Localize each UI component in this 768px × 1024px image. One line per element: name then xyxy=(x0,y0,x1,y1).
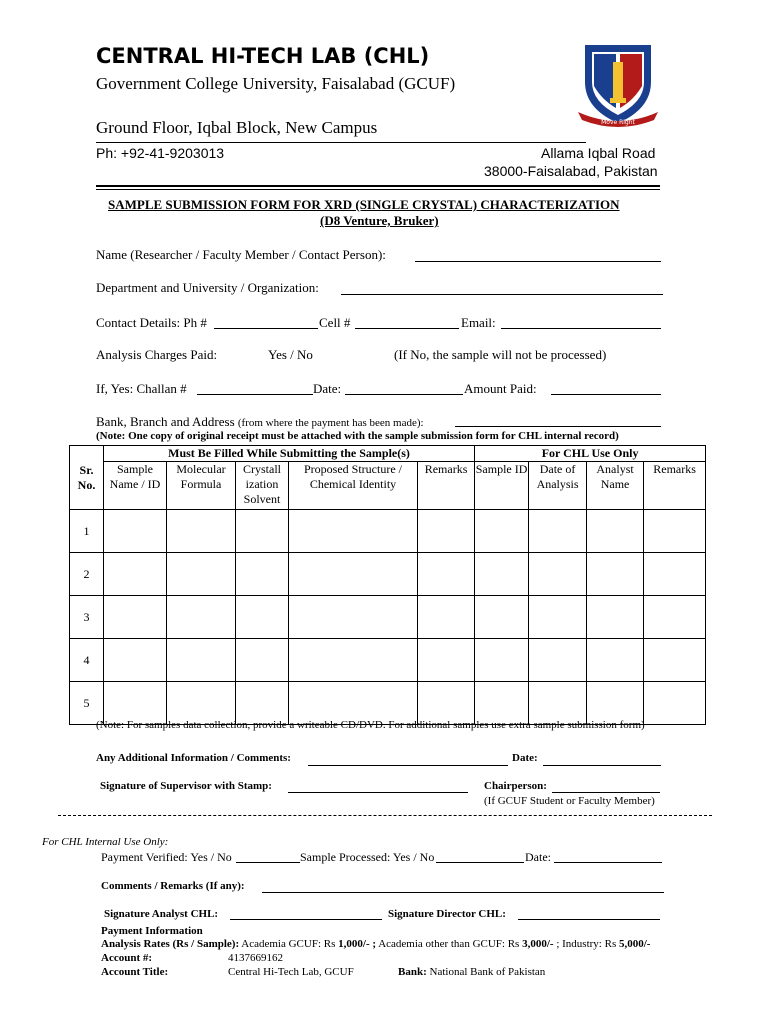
internal-date-label: Date: xyxy=(525,850,551,864)
location: Ground Floor, Iqbal Block, New Campus xyxy=(96,118,378,137)
table-cell[interactable] xyxy=(475,639,529,682)
table-cell[interactable] xyxy=(418,596,475,639)
phone: Ph: +92-41-9203013 xyxy=(96,145,225,161)
table-cell[interactable] xyxy=(529,553,587,596)
analysis-rates xyxy=(101,938,650,950)
header-double-rule-bottom xyxy=(96,189,660,190)
table-cell[interactable] xyxy=(167,639,236,682)
table-cell[interactable] xyxy=(104,639,167,682)
signature-analyst-field[interactable] xyxy=(230,919,382,920)
university-name: Government College University, Faisalabad (GCUF) xyxy=(96,74,456,93)
payment-verified-label: Payment Verified: Yes / No xyxy=(101,850,232,864)
table-cell[interactable] xyxy=(644,639,706,682)
row-number: 5 xyxy=(70,682,104,725)
signature-director-label: Signature Director CHL: xyxy=(388,908,506,920)
table-cell[interactable] xyxy=(587,553,644,596)
receipt-note: (Note: One copy of original receipt must be attached with the sample submission form for CHL internal record) xyxy=(96,430,619,442)
form-subtitle: (D8 Venture, Bruker) xyxy=(320,213,439,228)
sample-processed-label: Sample Processed: Yes / No xyxy=(300,850,435,864)
col-analyst-name: Analyst Name xyxy=(587,462,644,510)
amount-label: Amount Paid: xyxy=(464,381,537,396)
department-label: Department and University / Organization: xyxy=(96,280,319,295)
table-cell[interactable] xyxy=(529,510,587,553)
signature-analyst-label: Signature Analyst CHL: xyxy=(104,908,219,920)
internal-date-field[interactable] xyxy=(554,862,662,863)
rate-other: 3,000/- xyxy=(522,938,554,950)
table-row xyxy=(70,553,706,596)
department-field[interactable] xyxy=(341,294,663,295)
bank-info xyxy=(398,966,545,978)
contact-phone-field[interactable] xyxy=(214,328,318,329)
lab-name: CENTRAL HI-TECH LAB (CHL) xyxy=(96,44,430,68)
col-proposed-structure: Proposed Structure / Chemical Identity xyxy=(289,462,418,510)
address-line2: 38000-Faisalabad, Pakistan xyxy=(484,163,658,179)
table-cell[interactable] xyxy=(289,596,418,639)
table-cell[interactable] xyxy=(644,596,706,639)
rate-academia: 1,000/- ; xyxy=(338,938,377,950)
table-cell[interactable] xyxy=(587,596,644,639)
account-title: Central Hi-Tech Lab, GCUF xyxy=(228,966,354,978)
table-cell[interactable] xyxy=(236,553,289,596)
table-cell[interactable] xyxy=(167,510,236,553)
additional-info-field[interactable] xyxy=(308,765,508,766)
sample-table xyxy=(69,445,706,725)
table-cell[interactable] xyxy=(289,553,418,596)
table-cell[interactable] xyxy=(167,596,236,639)
supervisor-label: Signature of Supervisor with Stamp: xyxy=(100,780,272,792)
row-number: 2 xyxy=(70,553,104,596)
rate-industry-text: ; Industry: Rs xyxy=(556,938,617,950)
table-cell[interactable] xyxy=(289,510,418,553)
logo-ribbon-text: Move Right xyxy=(601,119,635,126)
address-line1: Allama Iqbal Road xyxy=(541,145,656,161)
section-divider xyxy=(58,815,712,816)
university-crest xyxy=(572,38,664,130)
signature-director-field[interactable] xyxy=(518,919,660,920)
bank-label-wrap xyxy=(96,414,424,430)
internal-use-heading: For CHL Internal Use Only: xyxy=(42,836,169,848)
name-field[interactable] xyxy=(415,261,661,262)
rates-label: Analysis Rates (Rs / Sample): xyxy=(101,938,240,950)
table-cell[interactable] xyxy=(587,639,644,682)
table-row xyxy=(70,510,706,553)
table-cell[interactable] xyxy=(475,510,529,553)
table-cell[interactable] xyxy=(644,510,706,553)
table-cell[interactable] xyxy=(475,596,529,639)
rate-other-text: Academia other than GCUF: Rs xyxy=(378,938,520,950)
table-cell[interactable] xyxy=(644,553,706,596)
email-field[interactable] xyxy=(501,328,661,329)
table-cell[interactable] xyxy=(236,596,289,639)
additional-info-label: Any Additional Information / Comments: xyxy=(96,752,291,764)
table-cell[interactable] xyxy=(418,639,475,682)
col-sr-no: Sr. No. xyxy=(70,446,104,510)
additional-date-field[interactable] xyxy=(543,765,661,766)
rate-industry: 5,000/- xyxy=(618,938,651,950)
col-remarks-chl: Remarks xyxy=(644,462,706,510)
charges-label: Analysis Charges Paid: xyxy=(96,347,218,362)
table-row xyxy=(70,596,706,639)
col-sample-id: Sample ID xyxy=(475,462,529,510)
samples-note: (Note: For samples data collection, provide a writeable CD/DVD. For additional samples use extra sample submission form) xyxy=(96,719,645,731)
header-rule xyxy=(96,142,586,143)
table-cell[interactable] xyxy=(104,510,167,553)
group-header-chl: For CHL Use Only xyxy=(475,446,706,462)
challan-date-field[interactable] xyxy=(345,394,463,395)
bank-hint: (from where the payment has been made): xyxy=(237,417,424,429)
table-cell[interactable] xyxy=(104,553,167,596)
challan-date-label: Date: xyxy=(313,381,342,396)
account-no: 4137669162 xyxy=(228,952,283,964)
bank-name: National Bank of Pakistan xyxy=(429,966,546,978)
payment-info-heading: Payment Information xyxy=(101,925,203,937)
account-no-label: Account #: xyxy=(101,952,153,964)
col-sample-name: Sample Name / ID xyxy=(104,462,167,510)
table-cell[interactable] xyxy=(644,682,706,725)
bank-label: Bank, Branch and Address xyxy=(96,414,235,429)
payment-verified-field[interactable] xyxy=(236,862,300,863)
header-double-rule-top xyxy=(96,185,660,187)
email-label: Email: xyxy=(461,315,496,330)
cell-label: Cell # xyxy=(319,315,351,330)
name-label: Name (Researcher / Faculty Member / Contact Person): xyxy=(96,247,386,262)
chairperson-label: Chairperson: xyxy=(484,780,547,792)
table-cell[interactable] xyxy=(289,639,418,682)
comments-label: Comments / Remarks (If any): xyxy=(101,880,245,892)
table-cell[interactable] xyxy=(167,553,236,596)
amount-field[interactable] xyxy=(551,394,661,395)
col-molecular-formula: Molecular Formula xyxy=(167,462,236,510)
table-cell[interactable] xyxy=(418,553,475,596)
bank-field[interactable] xyxy=(455,426,661,427)
table-cell[interactable] xyxy=(587,510,644,553)
table-cell[interactable] xyxy=(236,639,289,682)
col-date-of-analysis: Date of Analysis xyxy=(529,462,587,510)
challan-label: If, Yes: Challan # xyxy=(96,381,187,396)
bank-name-label: Bank: xyxy=(398,966,427,978)
rate-academia-text: Academia GCUF: Rs xyxy=(241,938,336,950)
table-cell[interactable] xyxy=(236,510,289,553)
supervisor-signature-field[interactable] xyxy=(288,792,468,793)
contact-phone-label: Contact Details: Ph # xyxy=(96,315,207,330)
table-cell[interactable] xyxy=(529,596,587,639)
table-cell[interactable] xyxy=(104,596,167,639)
row-number: 3 xyxy=(70,596,104,639)
comments-field[interactable] xyxy=(262,892,664,893)
additional-date-label: Date: xyxy=(512,752,538,764)
challan-field[interactable] xyxy=(197,394,313,395)
row-number: 1 xyxy=(70,510,104,553)
col-solvent: Crystall ization Solvent xyxy=(236,462,289,510)
row-number: 4 xyxy=(70,639,104,682)
chairperson-note: (If GCUF Student or Faculty Member) xyxy=(484,795,655,807)
charges-options[interactable]: Yes / No xyxy=(268,347,313,362)
table-cell[interactable] xyxy=(475,553,529,596)
sample-processed-field[interactable] xyxy=(436,862,524,863)
form-title: SAMPLE SUBMISSION FORM FOR XRD (SINGLE CRYSTAL) CHARACTERIZATION xyxy=(108,197,620,212)
charges-note: (If No, the sample will not be processed) xyxy=(394,347,607,362)
table-cell[interactable] xyxy=(529,639,587,682)
account-title-label: Account Title: xyxy=(101,966,169,978)
group-header-submission: Must Be Filled While Submitting the Sample(s) xyxy=(104,446,475,462)
table-cell[interactable] xyxy=(418,510,475,553)
chairperson-field[interactable] xyxy=(552,792,660,793)
col-remarks: Remarks xyxy=(418,462,475,510)
cell-field[interactable] xyxy=(355,328,459,329)
table-row xyxy=(70,639,706,682)
